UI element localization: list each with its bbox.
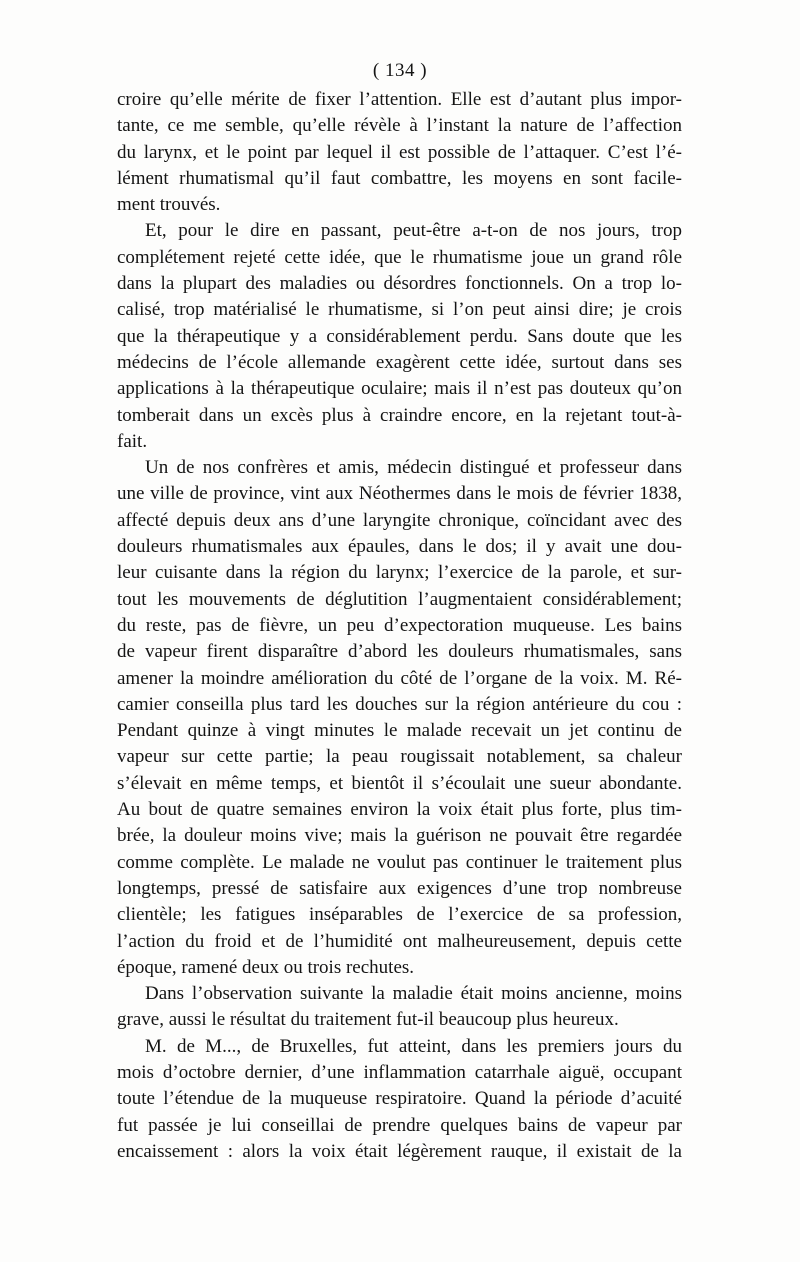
text-line: camier conseilla plus tard les douches sur la région antérieure du cou : [117,693,682,715]
text-line: médecins de l’école allemande exagèrent cette idée, surtout dans ses [117,351,682,373]
text-line: complétement rejeté cette idée, que le rhumatisme joue un grand rôle [117,246,682,268]
text-line: douleurs rhumatismales aux épaules, dans le dos; il y avait une dou- [117,536,682,558]
text-line: croire qu’elle mérite de fixer l’attention. Elle est d’autant plus impor- [117,89,682,110]
text-line: fut passée je lui conseillai de prendre quelques bains de vapeur par [117,1114,682,1136]
text-line: clientèle; les fatigues inséparables de l’exercice de sa profession, [117,904,682,926]
text-line: comme complète. Le malade ne voulut pas continuer le traitement plus [117,851,682,873]
text-line: applications à la thérapeutique oculaire; mais il n’est pas douteux qu’on [117,378,682,400]
page-number: ( 134 ) [372,60,428,81]
text-line: tout les mouvements de déglutition l’augmentaient considérablement; [117,588,682,610]
text-line: ment trouvés. [117,194,221,216]
body-text [117,87,682,1165]
text-line: M. de M..., de Bruxelles, fut atteint, dans les premiers jours du [145,1035,682,1057]
text-line: lément rhumatismal qu’il faut combattre, les moyens en sont facile- [117,167,682,189]
text-line: que la thérapeutique y a considérablement perdu. Sans doute que les [117,325,682,347]
text-line: mois d’octobre dernier, d’une inflammation catarrhale aiguë, occupant [117,1061,682,1083]
text-line: vapeur sur cette partie; la peau rougissait notablement, sa chaleur [117,746,682,768]
text-line: l’action du froid et de l’humidité ont malheureusement, depuis cette [117,930,682,952]
text-line: époque, ramené deux ou trois rechutes. [117,956,415,978]
text-line: Pendant quinze à vingt minutes le malade recevait un jet continu de [117,720,682,742]
text-line: calisé, trop matérialisé le rhumatisme, si l’on peut ainsi dire; je crois [117,299,682,321]
text-line: tante, ce me semble, qu’elle révèle à l’instant la nature de l’affection [117,115,682,137]
text-line: Et, pour le dire en passant, peut-être a-t-on de nos jours, trop [145,220,682,242]
text-line: de vapeur firent disparaître d’abord les douleurs rhumatismales, sans [117,641,682,663]
text-line: leur cuisante dans la région du larynx; l’exercice de la parole, et sur- [117,562,682,584]
text-line: toute l’étendue de la muqueuse respiratoire. Quand la période d’acuité [117,1088,682,1110]
text-line: s’élevait en même temps, et bientôt il s’écoulait une sueur abondante. [117,772,682,794]
text-line: longtemps, pressé de satisfaire aux exigences d’une trop nombreuse [117,877,682,899]
text-line: Un de nos confrères et amis, médecin distingué et professeur dans [145,457,682,479]
text-line: Dans l’observation suivante la maladie était moins ancienne, moins [145,983,682,1005]
text-line: brée, la douleur moins vive; mais la guérison ne pouvait être regardée [117,825,682,847]
text-line: encaissement : alors la voix était légèrement rauque, il existait de la [117,1140,682,1162]
text-line: dans la plupart des maladies ou désordres fonctionnels. On a trop lo- [117,273,682,295]
text-line: Au bout de quatre semaines environ la voix était plus forte, plus tim- [117,799,682,821]
text-line: tomberait dans un excès plus à craindre encore, en la rejetant tout-à- [117,404,682,426]
text-line: grave, aussi le résultat du traitement fut-il beaucoup plus heureux. [117,1009,619,1031]
text-line: affecté depuis deux ans d’une laryngite chronique, coïncidant avec des [117,509,682,531]
text-line: fait. [117,430,148,452]
text-line: du reste, pas de fièvre, un peu d’expectoration muqueuse. Les bains [117,614,682,636]
text-line: une ville de province, vint aux Néothermes dans le mois de février 1838, [117,483,682,505]
text-line: amener la moindre amélioration du côté de l’organe de la voix. M. Ré- [117,667,682,689]
text-line: du larynx, et le point par lequel il est possible de l’attaquer. C’est l’é- [117,141,682,163]
